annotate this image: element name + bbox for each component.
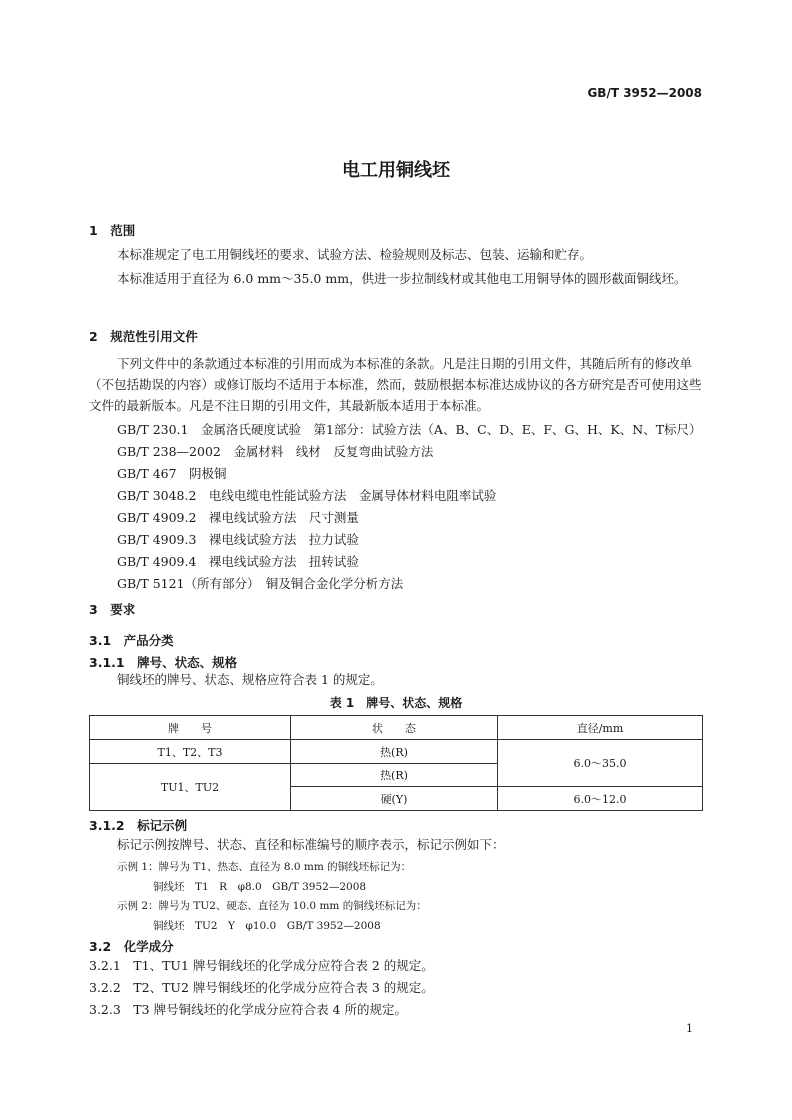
reference-item: GB/T 467 阴极铜 [117, 466, 227, 481]
clause-3-2-3: 3.2.3 T3 牌号铜线坯的化学成分应符合表 4 所的规定。 [89, 1002, 407, 1017]
reference-item: GB/T 238—2002 金属材料 线材 反复弯曲试验方法 [117, 444, 434, 459]
table-cell-grade: TU1、TU2 [90, 764, 291, 811]
table-cell-state: 热(R) [291, 740, 498, 764]
table-1 [89, 715, 703, 811]
table-cell-state: 热(R) [291, 764, 498, 787]
section-3-1-1-heading: 3.1.1 牌号、状态、规格 [89, 655, 238, 670]
example-2-label: 示例 2：牌号为 TU2、硬态、直径为 10.0 mm 的铜线坯标记为： [117, 900, 427, 912]
table-header-cell: 状 态 [291, 716, 498, 740]
section-3-1-2-heading: 3.1.2 标记示例 [89, 818, 188, 833]
reference-item: GB/T 3048.2 电线电缆电性能试验方法 金属导体材料电阻率试验 [117, 488, 497, 503]
table-header-cell: 直径/mm [498, 716, 703, 740]
clause-3-2-1: 3.2.1 T1、TU1 牌号铜线坯的化学成分应符合表 2 的规定。 [89, 958, 434, 973]
reference-item: GB/T 4909.2 裸电线试验方法 尺寸测量 [117, 510, 359, 525]
section-1-para-1: 本标准规定了电工用铜线坯的要求、试验方法、检验规则及标志、包装、运输和贮存。 [117, 247, 593, 262]
section-2-para-1: 下列文件中的条款通过本标准的引用而成为本标准的条款。凡是注日期的引用文件，其随后所有的修改单（不包括勘误的内容）或修订版均不适用于本标准，然而，鼓励根据本标准达成协议的各方研究是否可使用这些文件的最新版本。凡是不注日期的引用文件，其最新版本适用于本标准。 [89, 356, 702, 413]
clause-3-2-2: 3.2.2 T2、TU2 牌号铜线坯的化学成分应符合表 3 的规定。 [89, 980, 434, 995]
section-1-heading: 1 范围 [89, 223, 136, 238]
document-title: 电工用铜线坯 [342, 160, 450, 181]
table-cell-diameter: 6.0～35.0 [498, 740, 703, 787]
section-3-1-heading: 3.1 产品分类 [89, 633, 174, 648]
standard-number: GB/T 3952—2008 [587, 86, 702, 100]
table-header-row [90, 716, 703, 740]
section-3-1-2-para: 标记示例按牌号、状态、直径和标准编号的顺序表示，标记示例如下： [117, 837, 505, 852]
example-1-label: 示例 1：牌号为 T1、热态、直径为 8.0 mm 的铜线坯标记为： [117, 861, 412, 873]
table-cell-grade: T1、T2、T3 [90, 740, 291, 764]
table-header-cell: 牌 号 [90, 716, 291, 740]
table-cell-diameter: 6.0～12.0 [498, 787, 703, 811]
table-1-caption: 表 1 牌号、状态、规格 [329, 696, 463, 710]
section-1-para-2: 本标准适用于直径为 6.0 mm～35.0 mm，供进一步拉制线材或其他电工用铜导体的圆形截面铜线坯。 [117, 271, 687, 286]
example-1-mark: 铜线坯 T1 R φ8.0 GB/T 3952—2008 [153, 881, 367, 893]
reference-item: GB/T 4909.4 裸电线试验方法 扭转试验 [117, 554, 359, 569]
reference-item: GB/T 5121（所有部分） 铜及铜合金化学分析方法 [117, 576, 404, 591]
reference-item: GB/T 4909.3 裸电线试验方法 拉力试验 [117, 532, 359, 547]
page-number: 1 [686, 1022, 693, 1035]
section-3-1-1-para: 铜线坯的牌号、状态、规格应符合表 1 的规定。 [117, 672, 383, 687]
table-row [90, 740, 703, 764]
section-2-heading: 2 规范性引用文件 [89, 329, 198, 344]
example-2-mark: 铜线坯 TU2 Y φ10.0 GB/T 3952—2008 [153, 920, 381, 932]
table-cell-state: 硬(Y) [291, 787, 498, 811]
section-3-2-heading: 3.2 化学成分 [89, 939, 174, 954]
section-3-heading: 3 要求 [89, 602, 136, 617]
reference-item: GB/T 230.1 金属洛氏硬度试验 第1部分：试验方法（A、B、C、D、E、F、G、H、K、N、T标尺） [117, 422, 702, 437]
